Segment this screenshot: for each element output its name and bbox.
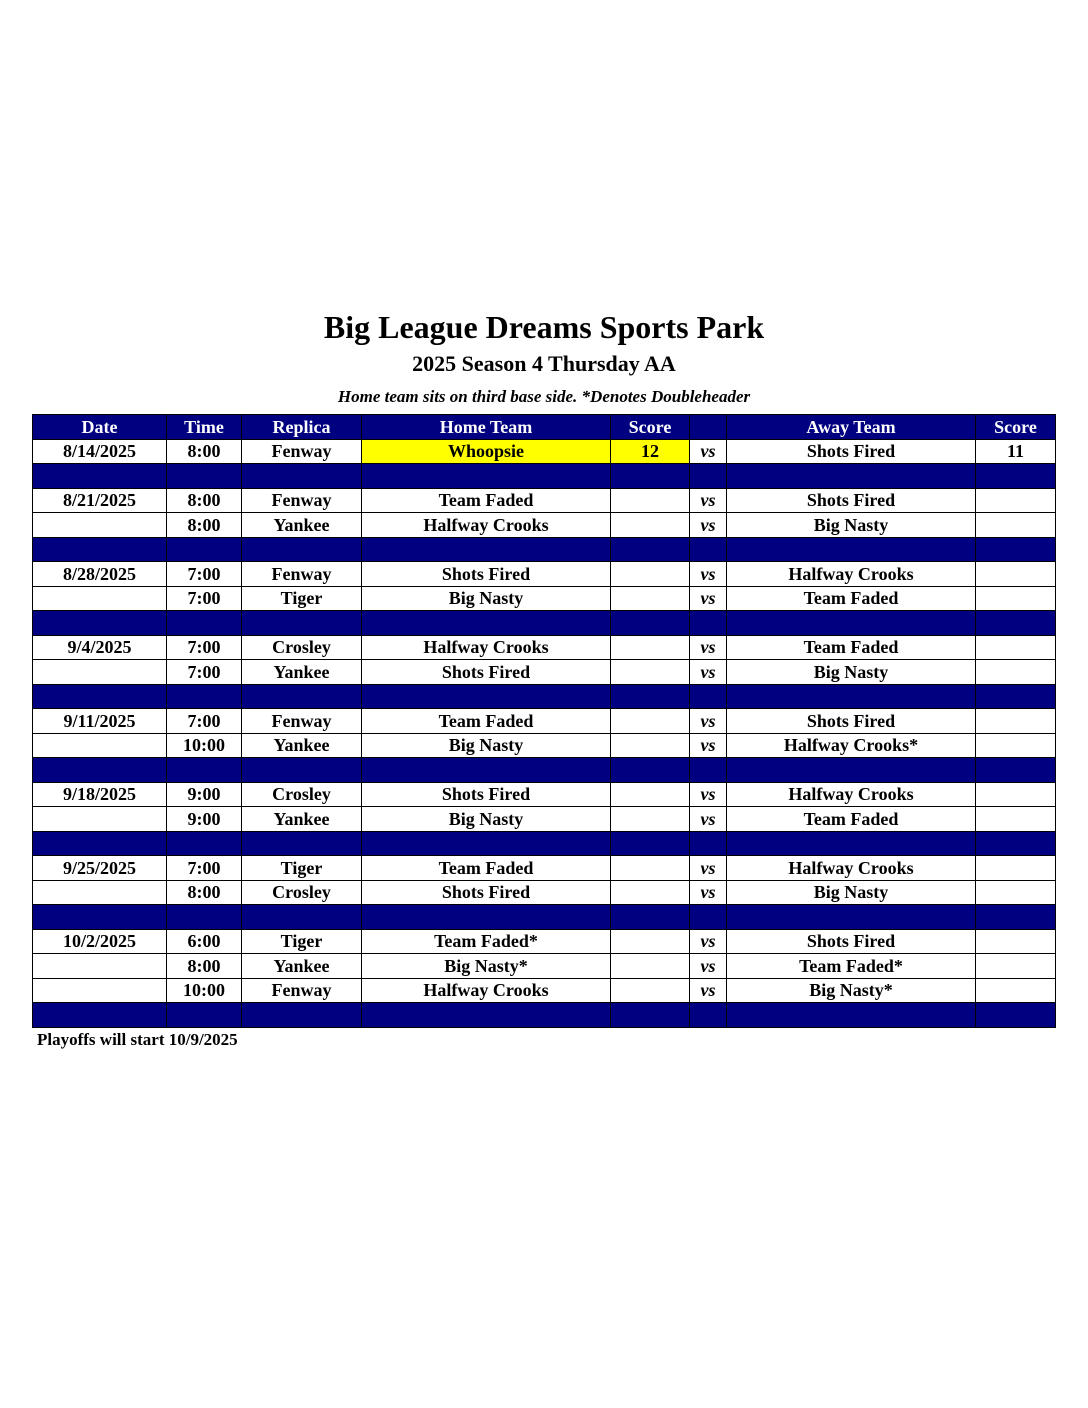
separator-cell bbox=[33, 464, 167, 489]
home-team-cell: Team Faded bbox=[362, 709, 611, 734]
replica-cell: Yankee bbox=[242, 513, 362, 538]
separator-cell bbox=[727, 831, 976, 856]
home-score-cell bbox=[611, 733, 690, 758]
separator-cell bbox=[362, 758, 611, 783]
date-cell: 9/11/2025 bbox=[33, 709, 167, 734]
separator-cell bbox=[242, 1003, 362, 1028]
separator-cell bbox=[976, 611, 1056, 636]
home-team-cell: Halfway Crooks bbox=[362, 635, 611, 660]
separator-cell bbox=[167, 611, 242, 636]
away-score-cell bbox=[976, 562, 1056, 587]
col-header-replica: Replica bbox=[242, 415, 362, 440]
away-score-cell bbox=[976, 586, 1056, 611]
replica-cell: Crosley bbox=[242, 782, 362, 807]
playoffs-note: Playoffs will start 10/9/2025 bbox=[37, 1030, 238, 1049]
separator-cell bbox=[727, 464, 976, 489]
separator-cell bbox=[362, 537, 611, 562]
schedule-body bbox=[33, 439, 1056, 1027]
away-team-cell: Halfway Crooks bbox=[727, 562, 976, 587]
doubleheader-note: Home team sits on third base side. *Denotes Doubleheader bbox=[337, 387, 751, 406]
time-cell: 8:00 bbox=[167, 439, 242, 464]
home-team-cell: Shots Fired bbox=[362, 880, 611, 905]
game-row bbox=[33, 954, 1056, 979]
date-cell bbox=[33, 807, 167, 832]
separator-cell bbox=[167, 831, 242, 856]
separator-cell bbox=[690, 684, 727, 709]
separator-cell bbox=[611, 611, 690, 636]
time-cell: 8:00 bbox=[167, 513, 242, 538]
separator-cell bbox=[33, 611, 167, 636]
separator-cell bbox=[976, 684, 1056, 709]
date-cell: 9/25/2025 bbox=[33, 856, 167, 881]
separator-cell bbox=[33, 905, 167, 930]
away-team-cell: Team Faded bbox=[727, 586, 976, 611]
home-team-cell: Team Faded bbox=[362, 488, 611, 513]
separator-cell bbox=[167, 905, 242, 930]
separator-cell bbox=[611, 831, 690, 856]
away-team-cell: Team Faded* bbox=[727, 954, 976, 979]
page-title: Big League Dreams Sports Park bbox=[323, 309, 765, 345]
separator-cell bbox=[690, 831, 727, 856]
replica-cell: Crosley bbox=[242, 880, 362, 905]
home-team-cell: Big Nasty bbox=[362, 733, 611, 758]
separator-cell bbox=[242, 537, 362, 562]
vs-label: vs bbox=[690, 856, 727, 881]
replica-cell: Tiger bbox=[242, 856, 362, 881]
away-team-cell: Team Faded bbox=[727, 807, 976, 832]
away-team-cell: Shots Fired bbox=[727, 488, 976, 513]
vs-label: vs bbox=[690, 709, 727, 734]
replica-cell: Yankee bbox=[242, 733, 362, 758]
col-header-home-team: Home Team bbox=[362, 415, 611, 440]
home-team-cell: Shots Fired bbox=[362, 660, 611, 685]
time-cell: 7:00 bbox=[167, 586, 242, 611]
time-cell: 10:00 bbox=[167, 978, 242, 1003]
away-score-cell bbox=[976, 880, 1056, 905]
home-team-cell: Halfway Crooks bbox=[362, 513, 611, 538]
time-cell: 8:00 bbox=[167, 880, 242, 905]
separator-cell bbox=[976, 1003, 1056, 1028]
time-cell: 8:00 bbox=[167, 954, 242, 979]
replica-cell: Crosley bbox=[242, 635, 362, 660]
date-cell bbox=[33, 660, 167, 685]
away-score-cell: 11 bbox=[976, 439, 1056, 464]
col-header-home-score: Score bbox=[611, 415, 690, 440]
away-score-cell bbox=[976, 660, 1056, 685]
separator-cell bbox=[727, 684, 976, 709]
separator-cell bbox=[167, 1003, 242, 1028]
replica-cell: Tiger bbox=[242, 929, 362, 954]
separator-cell bbox=[690, 1003, 727, 1028]
separator-cell bbox=[611, 1003, 690, 1028]
home-score-cell bbox=[611, 782, 690, 807]
away-score-cell bbox=[976, 978, 1056, 1003]
separator-cell bbox=[33, 831, 167, 856]
home-score-cell bbox=[611, 709, 690, 734]
separator-cell bbox=[167, 758, 242, 783]
away-team-cell: Big Nasty bbox=[727, 880, 976, 905]
away-score-cell bbox=[976, 856, 1056, 881]
separator-cell bbox=[362, 684, 611, 709]
vs-label: vs bbox=[690, 978, 727, 1003]
away-score-cell bbox=[976, 709, 1056, 734]
separator-cell bbox=[611, 758, 690, 783]
separator-row bbox=[33, 905, 1056, 930]
separator-cell bbox=[727, 905, 976, 930]
separator-cell bbox=[690, 905, 727, 930]
game-row bbox=[33, 488, 1056, 513]
vs-label: vs bbox=[690, 562, 727, 587]
game-row bbox=[33, 635, 1056, 660]
schedule-table bbox=[32, 414, 1056, 1028]
separator-cell bbox=[33, 758, 167, 783]
vs-label: vs bbox=[690, 439, 727, 464]
home-score-cell bbox=[611, 954, 690, 979]
separator-cell bbox=[976, 831, 1056, 856]
away-score-cell bbox=[976, 782, 1056, 807]
home-score-cell bbox=[611, 488, 690, 513]
replica-cell: Fenway bbox=[242, 488, 362, 513]
home-score-cell: 12 bbox=[611, 439, 690, 464]
replica-cell: Fenway bbox=[242, 978, 362, 1003]
separator-cell bbox=[33, 1003, 167, 1028]
away-score-cell bbox=[976, 954, 1056, 979]
time-cell: 9:00 bbox=[167, 782, 242, 807]
home-score-cell bbox=[611, 978, 690, 1003]
separator-cell bbox=[611, 537, 690, 562]
vs-label: vs bbox=[690, 488, 727, 513]
time-cell: 7:00 bbox=[167, 635, 242, 660]
vs-label: vs bbox=[690, 513, 727, 538]
home-score-cell bbox=[611, 562, 690, 587]
away-team-cell: Shots Fired bbox=[727, 929, 976, 954]
separator-row bbox=[33, 464, 1056, 489]
game-row bbox=[33, 709, 1056, 734]
game-row bbox=[33, 439, 1056, 464]
vs-label: vs bbox=[690, 929, 727, 954]
home-score-cell bbox=[611, 635, 690, 660]
replica-cell: Fenway bbox=[242, 439, 362, 464]
away-team-cell: Halfway Crooks bbox=[727, 856, 976, 881]
home-team-cell: Shots Fired bbox=[362, 782, 611, 807]
separator-row bbox=[33, 537, 1056, 562]
away-score-cell bbox=[976, 513, 1056, 538]
time-cell: 7:00 bbox=[167, 562, 242, 587]
separator-cell bbox=[242, 831, 362, 856]
separator-row bbox=[33, 831, 1056, 856]
vs-label: vs bbox=[690, 807, 727, 832]
away-score-cell bbox=[976, 733, 1056, 758]
home-score-cell bbox=[611, 586, 690, 611]
separator-row bbox=[33, 1003, 1056, 1028]
separator-cell bbox=[362, 611, 611, 636]
away-team-cell: Big Nasty bbox=[727, 660, 976, 685]
game-row bbox=[33, 733, 1056, 758]
date-cell: 10/2/2025 bbox=[33, 929, 167, 954]
table-header-row bbox=[33, 415, 1056, 440]
date-cell bbox=[33, 733, 167, 758]
col-header-time: Time bbox=[167, 415, 242, 440]
separator-cell bbox=[690, 464, 727, 489]
game-row bbox=[33, 929, 1056, 954]
col-header-date: Date bbox=[33, 415, 167, 440]
time-cell: 9:00 bbox=[167, 807, 242, 832]
home-team-cell: Team Faded* bbox=[362, 929, 611, 954]
game-row bbox=[33, 856, 1056, 881]
date-cell: 8/21/2025 bbox=[33, 488, 167, 513]
time-cell: 7:00 bbox=[167, 709, 242, 734]
separator-row bbox=[33, 611, 1056, 636]
away-team-cell: Team Faded bbox=[727, 635, 976, 660]
col-header-away-team: Away Team bbox=[727, 415, 976, 440]
separator-cell bbox=[362, 1003, 611, 1028]
col-header-vs bbox=[690, 415, 727, 440]
game-row bbox=[33, 782, 1056, 807]
date-cell bbox=[33, 513, 167, 538]
separator-cell bbox=[976, 905, 1056, 930]
away-team-cell: Big Nasty bbox=[727, 513, 976, 538]
separator-cell bbox=[362, 464, 611, 489]
time-cell: 8:00 bbox=[167, 488, 242, 513]
separator-cell bbox=[976, 758, 1056, 783]
replica-cell: Yankee bbox=[242, 660, 362, 685]
home-score-cell bbox=[611, 880, 690, 905]
away-team-cell: Shots Fired bbox=[727, 709, 976, 734]
away-team-cell: Shots Fired bbox=[727, 439, 976, 464]
date-cell: 8/28/2025 bbox=[33, 562, 167, 587]
col-header-away-score: Score bbox=[976, 415, 1056, 440]
home-team-cell: Shots Fired bbox=[362, 562, 611, 587]
separator-cell bbox=[242, 611, 362, 636]
away-score-cell bbox=[976, 488, 1056, 513]
home-team-cell: Team Faded bbox=[362, 856, 611, 881]
date-cell: 9/4/2025 bbox=[33, 635, 167, 660]
separator-cell bbox=[690, 758, 727, 783]
time-cell: 7:00 bbox=[167, 660, 242, 685]
game-row bbox=[33, 513, 1056, 538]
away-team-cell: Halfway Crooks* bbox=[727, 733, 976, 758]
vs-label: vs bbox=[690, 660, 727, 685]
game-row bbox=[33, 978, 1056, 1003]
time-cell: 6:00 bbox=[167, 929, 242, 954]
home-team-cell: Big Nasty bbox=[362, 807, 611, 832]
season-subtitle: 2025 Season 4 Thursday AA bbox=[412, 351, 676, 376]
separator-cell bbox=[611, 905, 690, 930]
away-team-cell: Big Nasty* bbox=[727, 978, 976, 1003]
replica-cell: Yankee bbox=[242, 954, 362, 979]
separator-cell bbox=[690, 537, 727, 562]
separator-cell bbox=[362, 905, 611, 930]
separator-cell bbox=[167, 464, 242, 489]
date-cell bbox=[33, 880, 167, 905]
separator-cell bbox=[242, 464, 362, 489]
home-team-cell: Big Nasty* bbox=[362, 954, 611, 979]
date-cell bbox=[33, 954, 167, 979]
home-score-cell bbox=[611, 807, 690, 832]
game-row bbox=[33, 880, 1056, 905]
replica-cell: Tiger bbox=[242, 586, 362, 611]
separator-cell bbox=[611, 464, 690, 489]
home-team-cell: Big Nasty bbox=[362, 586, 611, 611]
vs-label: vs bbox=[690, 733, 727, 758]
vs-label: vs bbox=[690, 586, 727, 611]
date-cell: 8/14/2025 bbox=[33, 439, 167, 464]
separator-cell bbox=[976, 537, 1056, 562]
game-row bbox=[33, 807, 1056, 832]
separator-cell bbox=[242, 758, 362, 783]
separator-cell bbox=[611, 684, 690, 709]
separator-cell bbox=[167, 537, 242, 562]
separator-cell bbox=[727, 1003, 976, 1028]
separator-cell bbox=[727, 758, 976, 783]
vs-label: vs bbox=[690, 635, 727, 660]
game-row bbox=[33, 562, 1056, 587]
time-cell: 7:00 bbox=[167, 856, 242, 881]
home-score-cell bbox=[611, 513, 690, 538]
separator-row bbox=[33, 758, 1056, 783]
separator-cell bbox=[976, 464, 1056, 489]
separator-cell bbox=[33, 537, 167, 562]
separator-row bbox=[33, 684, 1056, 709]
separator-cell bbox=[242, 684, 362, 709]
replica-cell: Yankee bbox=[242, 807, 362, 832]
time-cell: 10:00 bbox=[167, 733, 242, 758]
away-score-cell bbox=[976, 635, 1056, 660]
date-cell bbox=[33, 978, 167, 1003]
home-team-cell: Halfway Crooks bbox=[362, 978, 611, 1003]
separator-cell bbox=[33, 684, 167, 709]
away-score-cell bbox=[976, 807, 1056, 832]
separator-cell bbox=[242, 905, 362, 930]
home-team-cell: Whoopsie bbox=[362, 439, 611, 464]
separator-cell bbox=[727, 537, 976, 562]
separator-cell bbox=[727, 611, 976, 636]
date-cell bbox=[33, 586, 167, 611]
home-score-cell bbox=[611, 929, 690, 954]
home-score-cell bbox=[611, 660, 690, 685]
replica-cell: Fenway bbox=[242, 562, 362, 587]
home-score-cell bbox=[611, 856, 690, 881]
game-row bbox=[33, 660, 1056, 685]
vs-label: vs bbox=[690, 880, 727, 905]
vs-label: vs bbox=[690, 954, 727, 979]
away-score-cell bbox=[976, 929, 1056, 954]
date-cell: 9/18/2025 bbox=[33, 782, 167, 807]
separator-cell bbox=[690, 611, 727, 636]
separator-cell bbox=[362, 831, 611, 856]
separator-cell bbox=[167, 684, 242, 709]
replica-cell: Fenway bbox=[242, 709, 362, 734]
away-team-cell: Halfway Crooks bbox=[727, 782, 976, 807]
vs-label: vs bbox=[690, 782, 727, 807]
game-row bbox=[33, 586, 1056, 611]
